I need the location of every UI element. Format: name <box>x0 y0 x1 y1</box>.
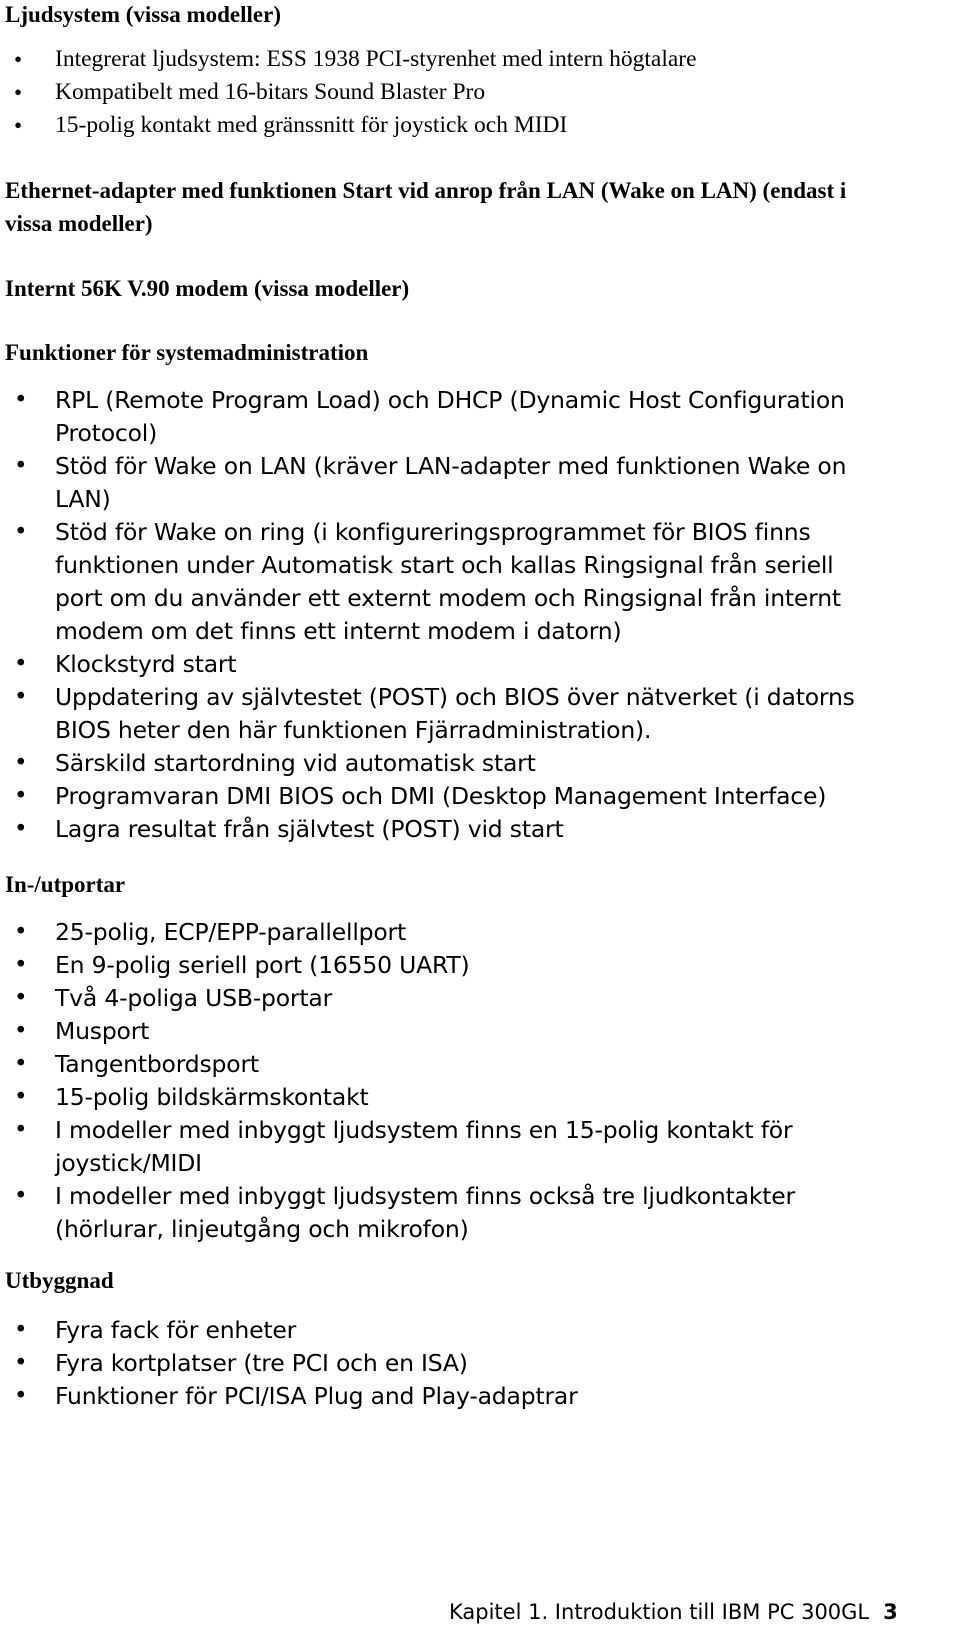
section-heading-sysadmin: Funktioner för systemadministration <box>5 340 369 365</box>
list-item: • RPL (Remote Program Load) och DHCP (Dynamic Host Configuration Protocol) <box>14 386 845 447</box>
page-number: 3 <box>883 1600 898 1624</box>
bullet-icon: • <box>14 985 28 1011</box>
bullet-icon: • <box>14 1350 28 1376</box>
list-item: • 25-polig, ECP/EPP-parallellport <box>5 916 885 949</box>
bullet-icon: • <box>14 519 28 545</box>
bullet-icon: • <box>14 113 23 138</box>
bullet-icon: • <box>14 816 28 842</box>
bullet-icon: • <box>14 952 28 978</box>
expansion-list <box>5 1314 885 1413</box>
list-item: • 15-polig kontakt med gränssnitt för joystick och MIDI <box>5 109 905 142</box>
bullet-icon: • <box>14 919 28 945</box>
bullet-icon: • <box>14 750 28 776</box>
section-heading-io: In-/utportar <box>5 872 126 897</box>
bullet-icon: • <box>14 453 28 479</box>
bullet-icon: • <box>14 1383 28 1409</box>
bullet-icon: • <box>14 387 28 413</box>
audio-list <box>5 43 905 142</box>
list-item: • Klockstyrd start <box>5 648 885 681</box>
section-heading-audio: Ljudsystem (vissa modeller) <box>5 2 281 27</box>
list-item: • Fyra fack för enheter <box>5 1314 885 1347</box>
list-item: • Funktioner för PCI/ISA Plug and Play-adaptrar <box>5 1380 885 1413</box>
list-item: • I modeller med inbyggt ljudsystem finns en 15-polig kontakt för joystick/MIDI <box>14 1116 793 1177</box>
bullet-icon: • <box>14 1183 28 1209</box>
list-item: • Musport <box>5 1015 885 1048</box>
list-item: • Tangentbordsport <box>5 1048 885 1081</box>
list-item: • Integrerat ljudsystem: ESS 1938 PCI-styrenhet med intern högtalare <box>5 43 905 76</box>
bullet-icon: • <box>14 80 23 105</box>
list-item: • 15-polig bildskärmskontakt <box>5 1081 885 1114</box>
footer-chapter-title: Kapitel 1. Introduktion till IBM PC 300GL <box>449 1600 870 1624</box>
bullet-icon: • <box>14 684 28 710</box>
bullet-icon: • <box>14 47 23 72</box>
bullet-icon: • <box>14 783 28 809</box>
bullet-icon: • <box>14 1117 28 1143</box>
list-item: • Stöd för Wake on LAN (kräver LAN-adapter med funktionen Wake on LAN) <box>14 452 847 513</box>
section-heading-modem: Internt 56K V.90 modem (vissa modeller) <box>5 276 410 301</box>
list-item: • Särskild startordning vid automatisk start <box>5 747 885 780</box>
list-item: • En 9-polig seriell port (16550 UART) <box>5 949 885 982</box>
bullet-icon: • <box>14 1018 28 1044</box>
list-item: • Fyra kortplatser (tre PCI och en ISA) <box>5 1347 885 1380</box>
bullet-icon: • <box>14 1317 28 1343</box>
list-item: • Stöd för Wake on ring (i konfigureringsprogrammet för BIOS finns funktionen under Automatisk start och kallas Ringsignal från seriell port om du använder ett externt modem och Ringsignal från internt modem om det finns ett internt modem i datorn) <box>14 518 841 645</box>
bullet-icon: • <box>14 651 28 677</box>
list-item: • Uppdatering av självtestet (POST) och BIOS över nätverket (i datorns BIOS heter den här funktionen Fjärradministration). <box>14 683 855 744</box>
bullet-icon: • <box>14 1051 28 1077</box>
list-item: • Kompatibelt med 16-bitars Sound Blaster Pro <box>5 76 905 109</box>
sysadmin-list <box>5 384 885 846</box>
section-heading-expansion: Utbyggnad <box>5 1268 114 1293</box>
bullet-icon: • <box>14 1084 28 1110</box>
list-item: • I modeller med inbyggt ljudsystem finns också tre ljudkontakter (hörlurar, linjeutgång och mikrofon) <box>14 1182 795 1243</box>
section-heading-ethernet: Ethernet-adapter med funktionen Start vid anrop från LAN (Wake on LAN) (endast i vissa modeller) <box>5 178 847 236</box>
list-item: • Två 4-poliga USB-portar <box>5 982 885 1015</box>
list-item: • Programvaran DMI BIOS och DMI (Desktop Management Interface) <box>5 780 885 813</box>
io-list <box>5 916 885 1246</box>
list-item: • Lagra resultat från självtest (POST) vid start <box>5 813 885 846</box>
page-footer <box>449 1598 898 1626</box>
